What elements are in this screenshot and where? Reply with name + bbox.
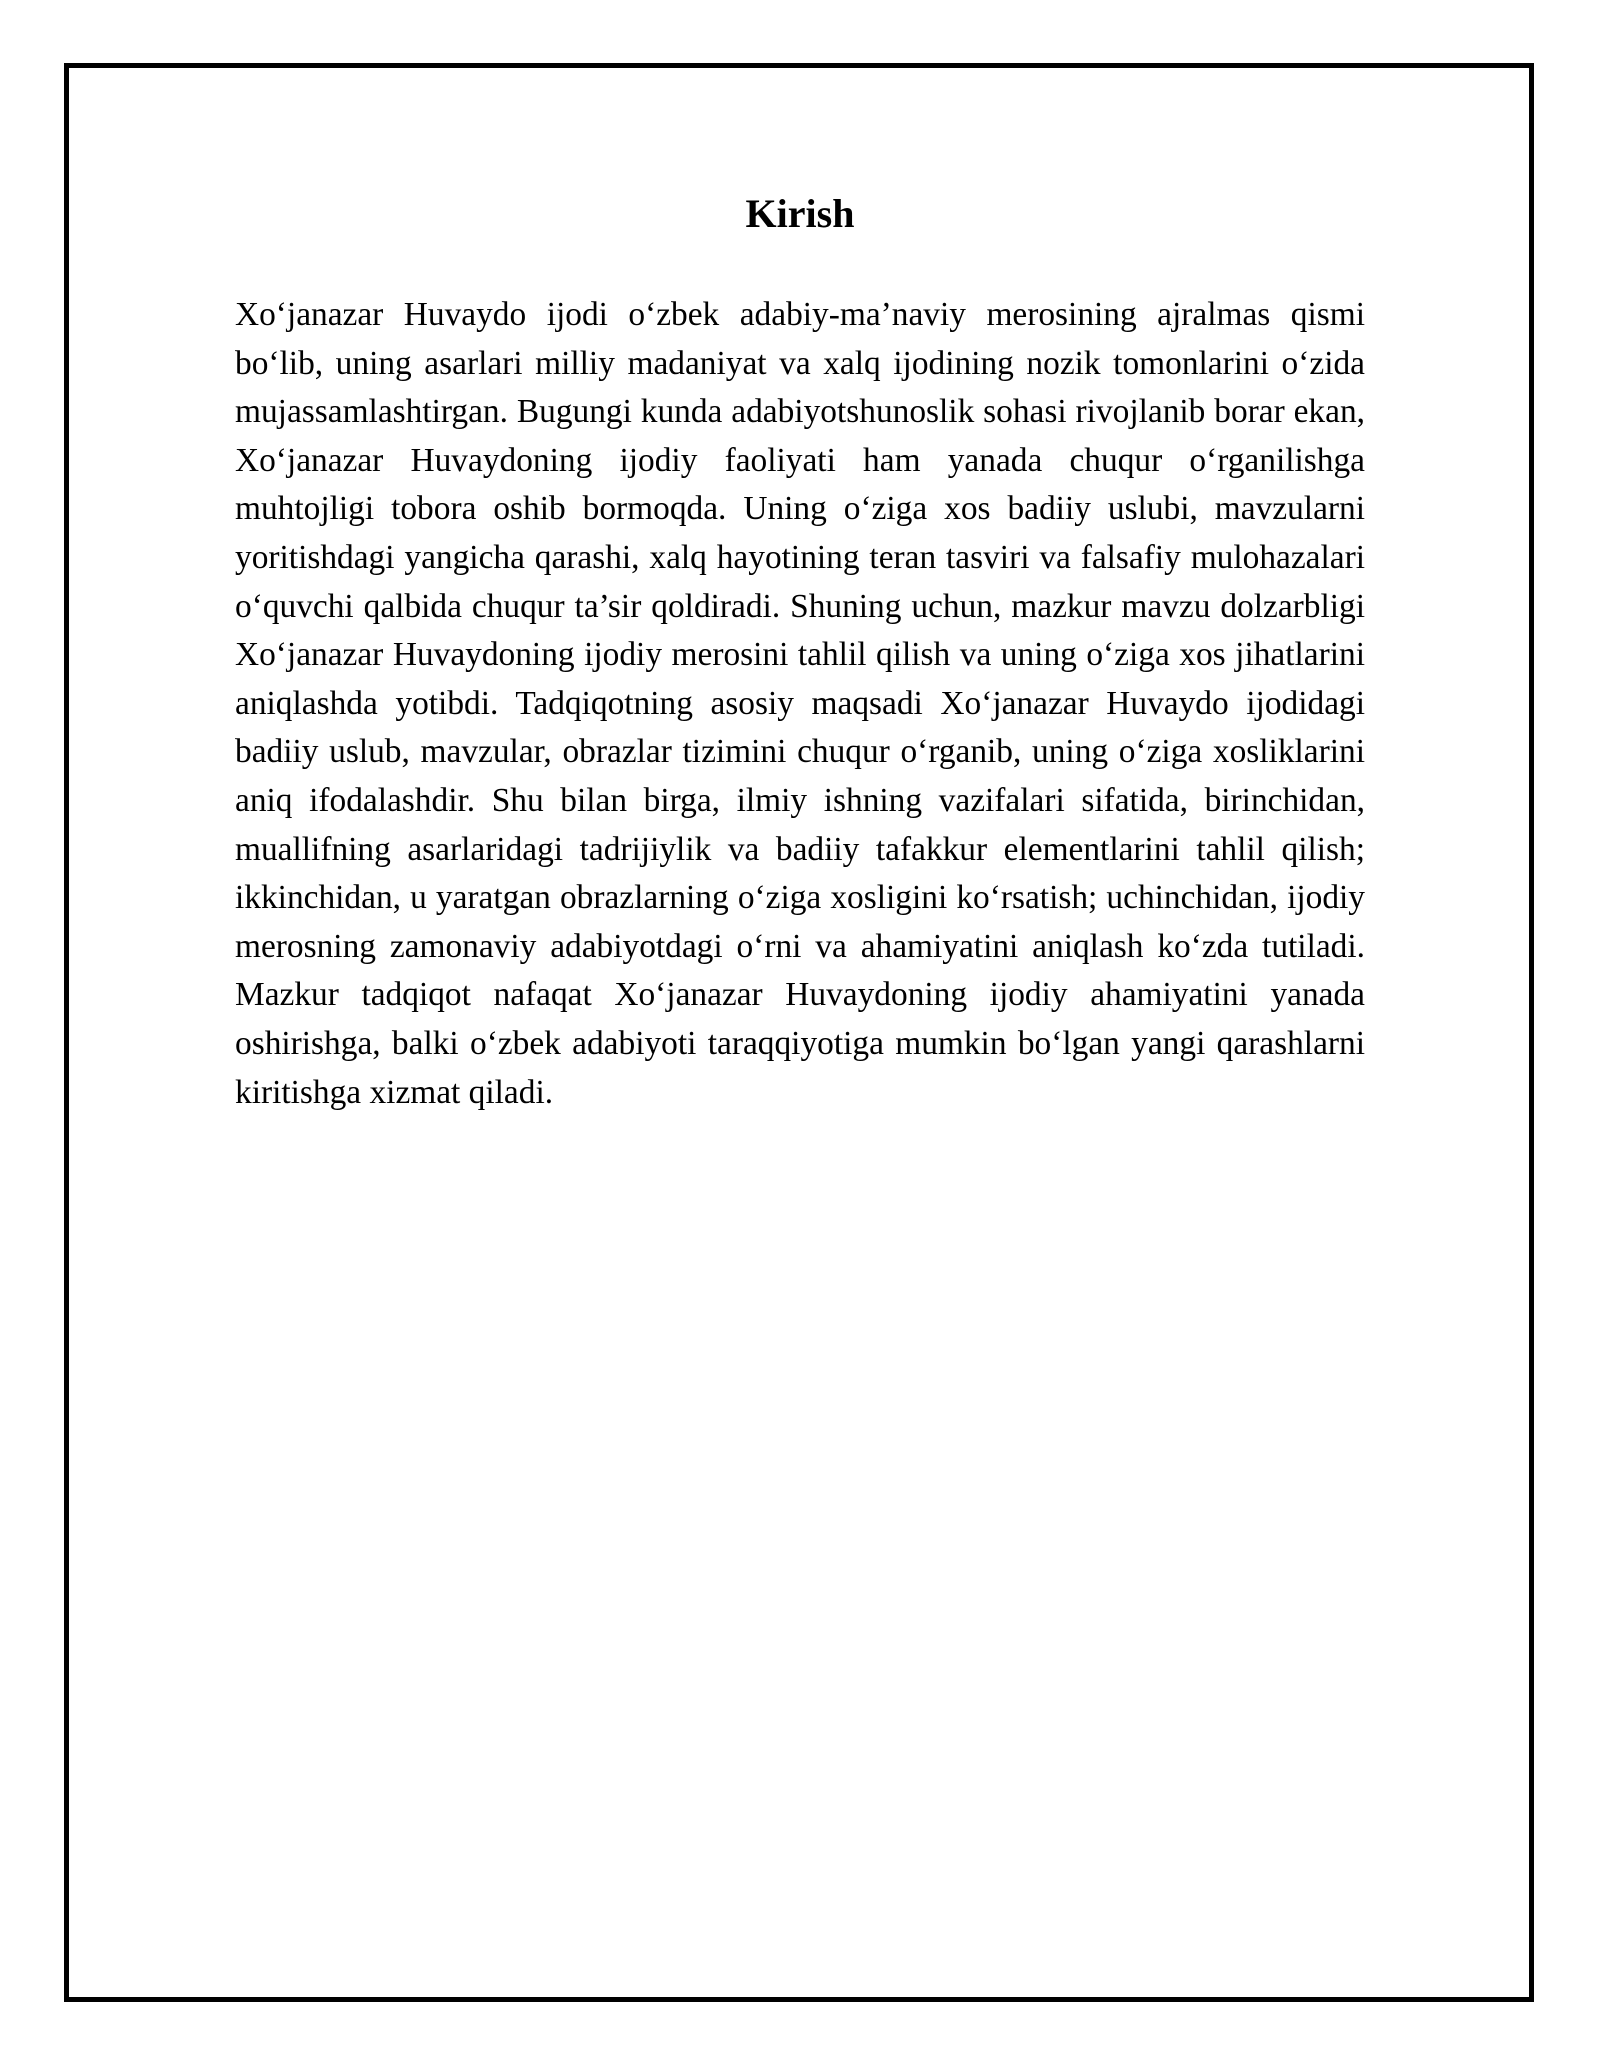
page-title: Kirish bbox=[745, 191, 855, 236]
body-paragraph: Xo‘janazar Huvaydo ijodi o‘zbek adabiy-ma’naviy merosining ajralmas qismi bo‘lib, uning asarlari milliy madaniyat va xalq ijodining nozik tomonlarini o‘zida mujassamlashtirgan. Bugungi kunda adabiyotshunoslik sohasi rivojlanib borar ekan, Xo‘janazar Huvaydoning ijodiy faoliyati ham yanada chuqur o‘rganilishga muhtojligi tobora oshib bormoqda. Uning o‘ziga xos badiiy uslubi, mavzularni yoritishdagi yangicha qarashi, xalq hayotining teran tasviri va falsafiy mulohazalari o‘quvchi qalbida chuqur ta’sir qoldiradi. Shuning uchun, mazkur mavzu dolzarbligi Xo‘janazar Huvaydoning ijodiy merosini tahlil qilish va uning o‘ziga xos jihatlarini aniqlashda yotibdi. Tadqiqotning asosiy maqsadi Xo‘janazar Huvaydo ijodidagi badiiy uslub, mavzular, obrazlar tizimini chuqur o‘rganib, uning o‘ziga xosliklarini aniq ifodalashdir. Shu bilan birga, ilmiy ishning vazifalari sifatida, birinchidan, muallifning asarlaridagi tadrijiylik va badiiy tafakkur elementlarini tahlil qilish; ikkinchidan, u yaratgan obrazlarning o‘ziga xosligini ko‘rsatish; uchinchidan, ijodiy merosning zamonaviy adabiyotdagi o‘rni va ahamiyatini aniqlash ko‘zda tutiladi. Mazkur tadqiqot nafaqat Xo‘janazar Huvaydoning ijodiy ahamiyatini yanada oshirishga, balki o‘zbek adabiyoti taraqqiyotiga mumkin bo‘lgan yangi qarashlarni kiritishga xizmat qiladi. bbox=[235, 296, 1365, 1111]
